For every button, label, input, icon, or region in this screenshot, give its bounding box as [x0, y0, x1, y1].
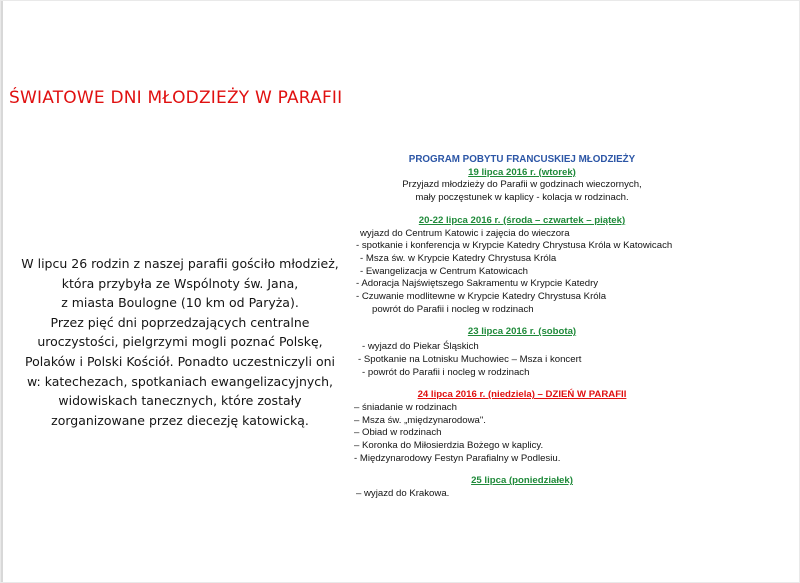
day-line: wyjazd do Centrum Katowic i zajęcia do wieczora — [360, 227, 570, 239]
day-date: 24 lipca 2016 r. (niedziela) – DZIEŃ W PARAFII — [417, 389, 627, 401]
day-line: - Ewangelizacja w Centrum Katowicach — [360, 265, 528, 277]
day-line: - wyjazd do Piekar Śląskich — [362, 341, 479, 353]
intro-line: zorganizowane przez diecezję katowicką. — [51, 412, 309, 428]
intro-line: z miasta Boulogne (10 km od Paryża). — [61, 295, 299, 311]
day-line: mały poczęstunek w kaplicy - kolacja w rodzinach. — [415, 192, 629, 204]
intro-line: widowiskach tanecznych, które zostały — [58, 393, 302, 409]
program-schedule — [352, 154, 692, 501]
intro-line: Polaków i Polski Kościół. Ponadto uczestniczyli oni — [24, 353, 336, 369]
day-line: - Spotkanie na Lotnisku Muchowiec – Msza i koncert — [358, 353, 582, 365]
intro-line: w: katechezach, spotkaniach ewangelizacyjnych, — [26, 373, 334, 389]
day-line: – Koronka do Miłosierdzia Bożego w kaplicy. — [354, 440, 544, 452]
day-line: - Msza św. w Krypcie Katedry Chrystusa Króla — [360, 252, 557, 264]
day-line: - spotkanie i konferencja w Krypcie Katedry Chrystusa Króla w Katowicach — [356, 240, 673, 252]
day-line: - powrót do Parafii i nocleg w rodzinach — [362, 366, 530, 378]
day-date: 19 lipca 2016 r. (wtorek) — [468, 166, 576, 178]
day-line: - Adoracja Najświętszego Sakramentu w Krypcie Katedry — [356, 278, 599, 290]
day-line: powrót do Parafii i nocleg w rodzinach — [372, 303, 534, 315]
intro-line: W lipcu 26 rodzin z naszej parafii gościło młodzież, — [21, 256, 339, 271]
day-line: Przyjazd młodzieży do Parafii w godzinach wieczornych, — [402, 179, 642, 191]
day-date: 20-22 lipca 2016 r. (środa – czwartek – piątek) — [418, 214, 626, 226]
intro-line: która przybyła ze Wspólnoty św. Jana, — [61, 275, 299, 291]
intro-line: Przez pięć dni poprzedzających centralne — [50, 314, 310, 330]
program-heading: PROGRAM POBYTU FRANCUSKIEJ MŁODZIEŻY — [408, 154, 636, 165]
intro-paragraph — [10, 254, 350, 430]
day-line: – wyjazd do Krakowa. — [356, 488, 450, 500]
day-line: – śniadanie w rodzinach — [354, 401, 457, 413]
day-line: - Czuwanie modlitewne w Krypcie Katedry Chrystusa Króla — [356, 291, 607, 303]
day-date: 23 lipca 2016 r. (sobota) — [467, 326, 577, 338]
day-date: 25 lipca (poniedziałek) — [471, 475, 573, 487]
day-line: - Międzynarodowy Festyn Parafialny w Podlesiu. — [354, 452, 561, 464]
intro-line: uroczystości, pielgrzymi mogli poznać Polskę, — [37, 334, 323, 350]
day-line: – Msza św. „międzynarodowa". — [354, 414, 486, 426]
page-title: ŚWIATOWE DNI MŁODZIEŻY W PARAFII — [9, 88, 343, 108]
day-line: – Obiad w rodzinach — [354, 427, 442, 439]
